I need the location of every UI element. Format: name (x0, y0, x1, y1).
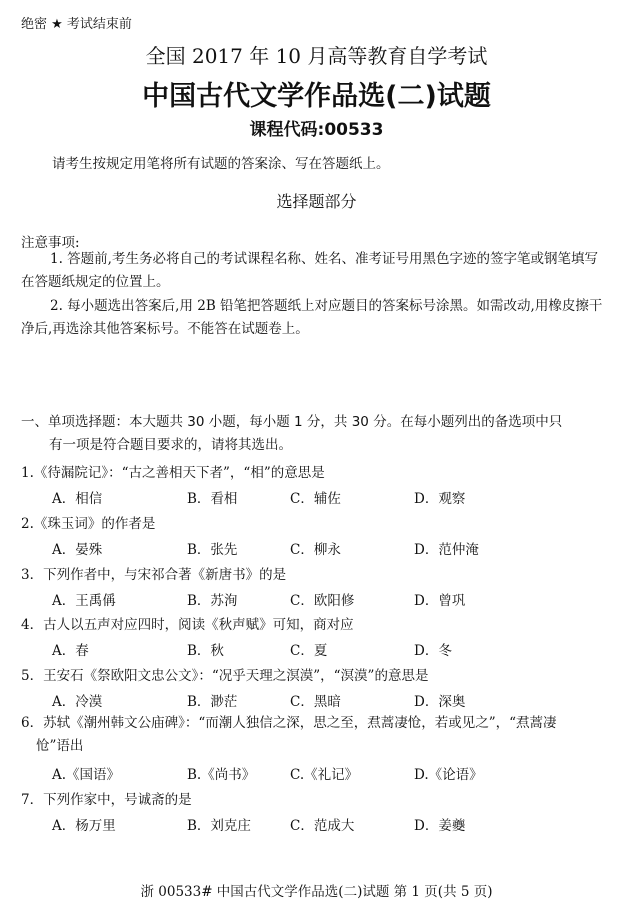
option-b: B．苏洵 (187, 593, 238, 609)
option-d: D.《论语》 (414, 767, 483, 783)
question-stem-line: 6．苏轼《潮州韩文公庙碑》：“而潮人独信之深，思之至，焄蒿凄怆，若或见之”，“焄蒿凄 (21, 715, 557, 731)
page-footer: 浙 00533# 中国古代文学作品选(二)试题 第 1 页(共 5 页) (140, 884, 493, 900)
question-stem-line: 怆”语出 (36, 738, 84, 754)
option-a: A.《国语》 (52, 767, 121, 783)
option-c: C．辅佐 (290, 491, 341, 507)
note-item: 2. 每小题选出答案后,用 2B 铅笔把答题纸上对应题目的答案标号涂黑。如需改动,用橡皮擦干净后,再选涂其他答案标号。不能答在试题卷上。 (21, 298, 603, 337)
option-d: D．冬 (414, 643, 452, 659)
option-a: A．杨万里 (52, 818, 116, 834)
option-a: A．冷漠 (52, 694, 103, 710)
option-a: A．王禹偁 (52, 593, 116, 609)
option-c: C.《礼记》 (290, 767, 359, 783)
note-item: 1. 答题前,考生务必将自己的考试课程名称、姓名、准考证号用黑色字迹的签字笔或钢笔填写在答题纸规定的位置上。 (21, 251, 598, 290)
part1-instructions (21, 411, 621, 457)
exam-title: 全国 2017 年 10 月高等教育自学考试 (145, 44, 488, 68)
option-c: C．欧阳修 (290, 593, 355, 609)
question-stem: 2.《珠玉词》的作者是 (21, 516, 156, 532)
option-d: D．深奥 (414, 694, 466, 710)
option-a: A．相信 (52, 491, 103, 507)
option-d: D．曾巩 (414, 593, 466, 609)
question-stem: 7．下列作家中，号诚斋的是 (21, 792, 192, 808)
answer-instruction: 请考生按规定用笔将所有试题的答案涂、写在答题纸上。 (52, 156, 390, 172)
confidential-label: 绝密 ★ 考试结束前 (21, 17, 132, 32)
option-c: C．黑暗 (290, 694, 341, 710)
option-b: B.《尚书》 (187, 767, 256, 783)
course-code: 课程代码:00533 (249, 120, 384, 140)
option-c: C．范成大 (290, 818, 355, 834)
part1-line: 有一项是符合题目要求的，请将其选出。 (49, 437, 292, 453)
option-a: A．春 (52, 643, 89, 659)
option-d: D．姜夔 (414, 818, 466, 834)
option-a: A．晏殊 (52, 542, 103, 558)
section-title: 选择题部分 (276, 192, 357, 211)
question-stem: 5．王安石《祭欧阳文忠公文》：“况乎天理之溟漠”，“溟漠”的意思是 (21, 668, 429, 684)
option-c: C．柳永 (290, 542, 341, 558)
option-d: D．范仲淹 (414, 542, 479, 558)
option-b: B．秋 (187, 643, 224, 659)
question-stem: 1.《待漏院记》：“古之善相天下者”，“相”的意思是 (21, 465, 325, 481)
question-stem: 3．下列作者中，与宋祁合著《新唐书》的是 (21, 567, 287, 583)
question-stem: 4．古人以五声对应四时，阅读《秋声赋》可知，商对应 (21, 617, 354, 633)
notes-title: 注意事项: (21, 235, 80, 251)
option-b: B．看相 (187, 491, 238, 507)
paper-title: 中国古代文学作品选(二)试题 (142, 81, 491, 112)
option-b: B．张先 (187, 542, 238, 558)
option-c: C．夏 (290, 643, 328, 659)
part1-line: 一、单项选择题：本大题共 30 小题，每小题 1 分，共 30 分。在每小题列出的备选项中只 (21, 414, 563, 430)
question-stem (21, 712, 616, 758)
option-d: D．观察 (414, 491, 466, 507)
option-b: B．刘克庄 (187, 818, 251, 834)
option-b: B．渺茫 (187, 694, 238, 710)
